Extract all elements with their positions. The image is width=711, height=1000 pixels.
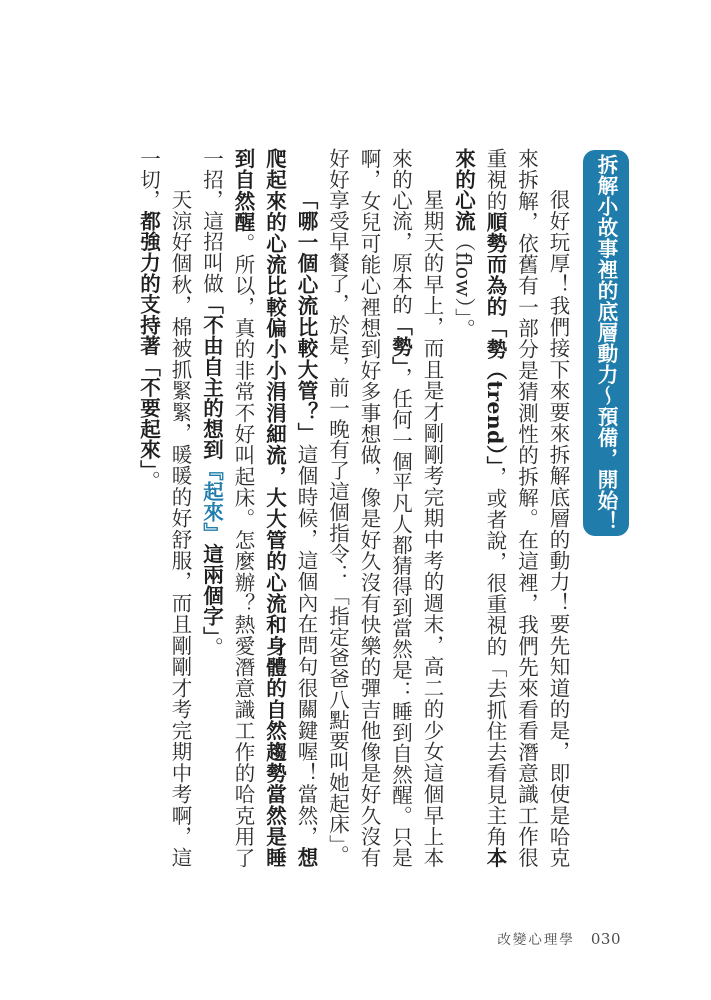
paragraph-3: [195, 148, 321, 868]
text-run: 天涼好個秋，棉被抓緊緊，暖暖的好舒服，而且剛剛才考完期中考啊，這一切，: [136, 148, 192, 868]
text-run: ，任何一個平凡人都猜得到當然是：睡到自然醒。只是啊，女兒可能心裡想到好多事想做，像是好久沒有快樂的彈吉他像是好久沒有好好享受早餐了，於是，前一晚有了這個指令：「指定爸爸八點要叫她起床」。: [325, 148, 413, 869]
text-run: （flow）」。: [451, 231, 476, 340]
text-run: 。: [199, 636, 224, 658]
bold-phrase: 「勢」: [388, 314, 413, 368]
text-run: 。: [136, 470, 161, 492]
bold-phrase: 都強力的支持著「不要起來」: [136, 210, 161, 471]
bold-phrase: 這兩個字」: [199, 543, 224, 637]
bold-phrase: 本來的心流: [451, 148, 507, 868]
text-run: 星期天的早上，而且是才剛剛考完期中考的週末，高二的少女這個早上本來的心流，原本的: [388, 148, 444, 868]
paragraph-2: [321, 148, 447, 868]
text-run: ，或者說，很重視的「去抓住去看見主角: [483, 466, 507, 848]
accent-phrase: 『起來』: [199, 460, 224, 544]
section-title: 拆解小故事裡的底層動力～預備，開始！: [594, 154, 618, 532]
page-number: 030: [590, 930, 621, 948]
text-run: 。所以，真的非常不好叫起床。怎麼辦？熱愛潛意識工作的哈克用了一招，這招叫做: [199, 148, 255, 869]
paragraph-4: [132, 148, 195, 868]
section-title-banner: [583, 150, 629, 536]
text-run: 這個時候，這個內在問句很關鍵喔！當然，: [294, 443, 318, 848]
book-title: 改變心理學: [497, 932, 575, 948]
bold-phrase: 順勢而為的「勢（trend）」: [483, 211, 507, 467]
text-run: 很好玩厚！我們接下來要來拆解底層的動力！要先知道的是，即使是哈克來拆解，依舊有一部分是猜測性的拆解。在這裡，我們先來看看潛意識工作很重視的: [483, 148, 570, 868]
bold-phrase: 「哪一個心流比較大管？」: [294, 189, 318, 444]
bold-phrase: 想爬起來的心流比較偏小小涓涓細流，大大管的心流和身體的自然趨勢當然是睡到自然醒: [231, 148, 318, 868]
body-text: [132, 148, 573, 868]
page-footer: [497, 928, 621, 948]
paragraph-1: [447, 148, 573, 868]
bold-phrase: 「不由自主的想到: [199, 293, 224, 461]
